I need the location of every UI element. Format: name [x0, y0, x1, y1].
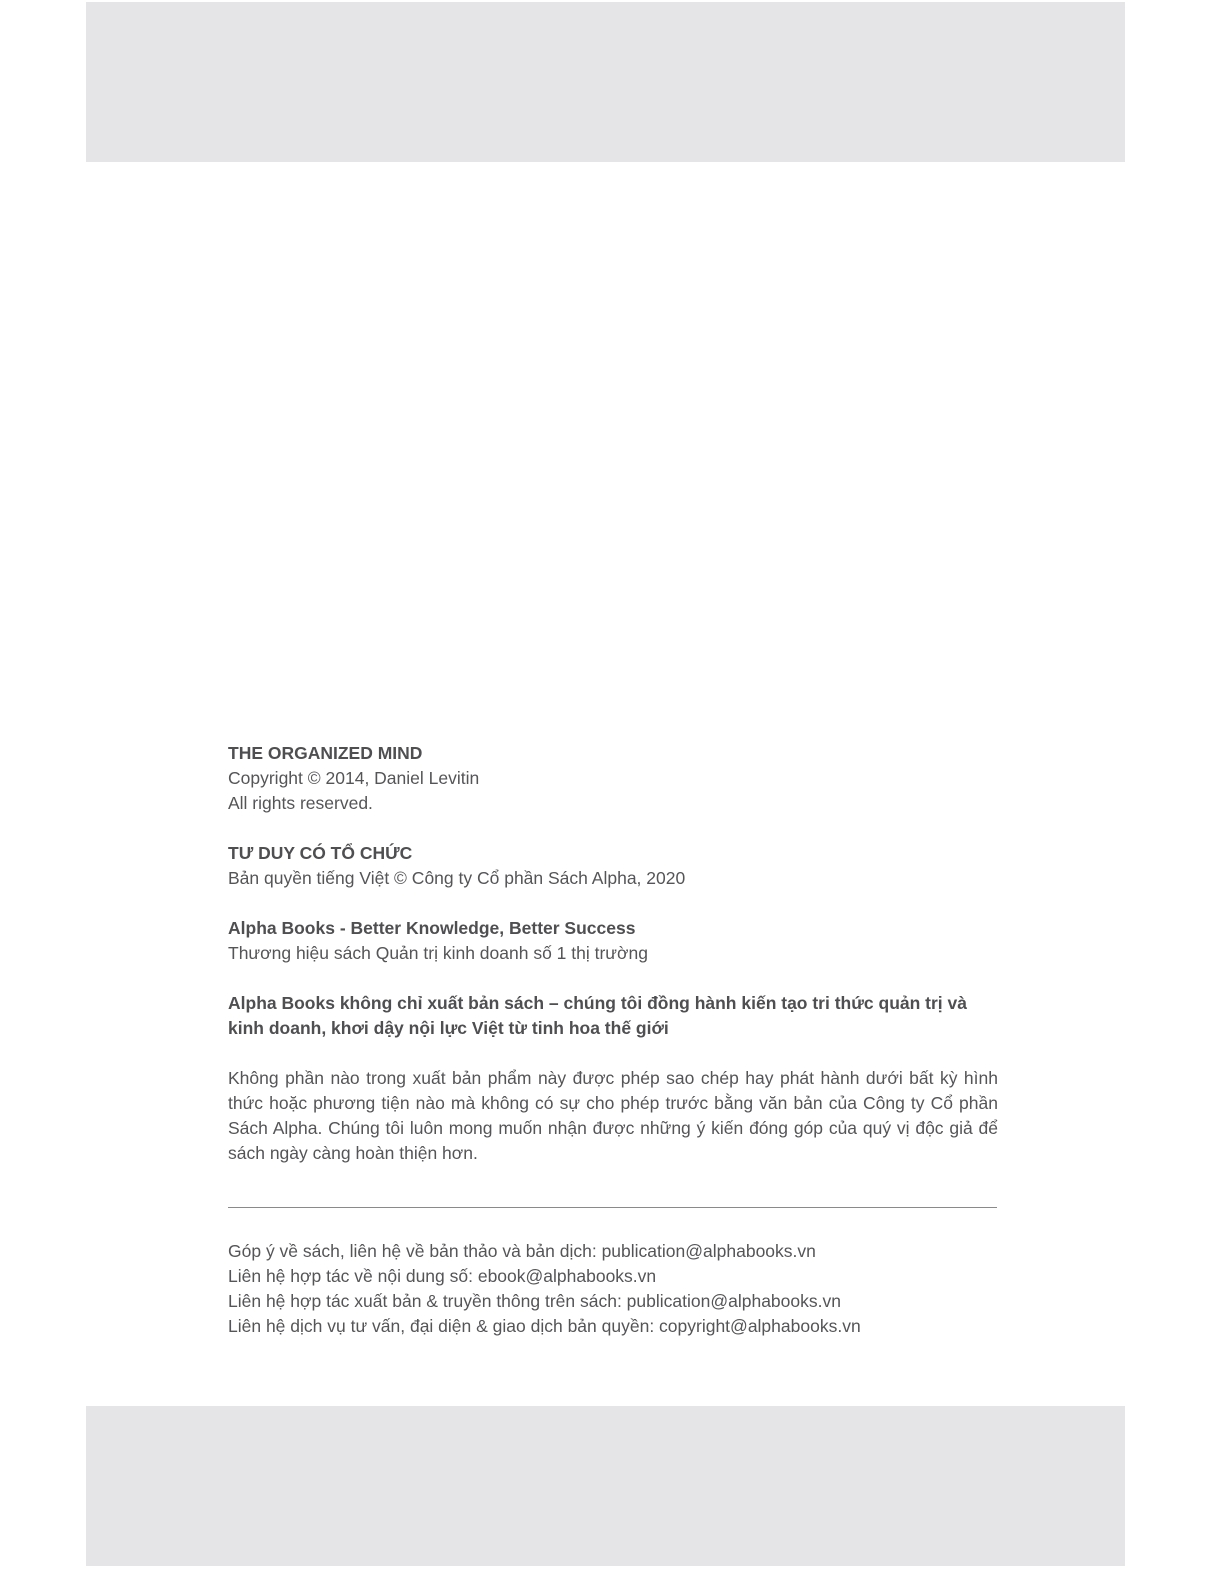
vietnamese-edition-block	[228, 841, 998, 891]
vietnamese-copyright: Bản quyền tiếng Việt © Công ty Cổ phần Sách Alpha, 2020	[228, 868, 686, 888]
mission-line-2: kinh doanh, khơi dậy nội lực Việt từ tinh hoa thế giới	[228, 1018, 669, 1038]
contact-line: Liên hệ hợp tác về nội dung số: ebook@alphabooks.vn	[228, 1266, 657, 1286]
rights-reserved: All rights reserved.	[228, 793, 373, 813]
brand-block	[228, 916, 998, 966]
original-title: THE ORGANIZED MIND	[228, 743, 423, 763]
notice-block	[228, 1066, 998, 1166]
reproduction-notice: Không phần nào trong xuất bản phẩm này được phép sao chép hay phát hành dưới bất kỳ hình thức hoặc phương tiện nào mà không có sự cho phép trước bằng văn bản của Công ty Cổ phần Sách Alpha. Chúng tôi luôn mong muốn nhận được những ý kiến đóng góp của quý vị độc giả để sách ngày càng hoàn thiện hơn.	[228, 1068, 998, 1163]
vietnamese-title: TƯ DUY CÓ TỔ CHỨC	[228, 843, 413, 863]
original-copyright: Copyright © 2014, Daniel Levitin	[228, 768, 480, 788]
copyright-page-content	[228, 741, 998, 1191]
contact-line: Góp ý về sách, liên hệ về bản thảo và bản dịch: publication@alphabooks.vn	[228, 1241, 816, 1261]
mission-block	[228, 991, 998, 1041]
contacts-list	[228, 1239, 998, 1339]
brand-subtitle: Thương hiệu sách Quản trị kinh doanh số 1 thị trường	[228, 943, 648, 963]
contact-line: Liên hệ hợp tác xuất bản & truyền thông trên sách: publication@alphabooks.vn	[228, 1291, 841, 1311]
brand-tagline: Alpha Books - Better Knowledge, Better Success	[228, 918, 636, 938]
mission-line-1: Alpha Books không chỉ xuất bản sách – chúng tôi đồng hành kiến tạo tri thức quản trị và	[228, 993, 967, 1013]
original-edition-block	[228, 741, 998, 816]
contact-line: Liên hệ dịch vụ tư vấn, đại diện & giao dịch bản quyền: copyright@alphabooks.vn	[228, 1316, 861, 1336]
bottom-gray-band	[86, 1406, 1125, 1566]
top-gray-band	[86, 2, 1125, 162]
divider-line	[228, 1207, 997, 1208]
